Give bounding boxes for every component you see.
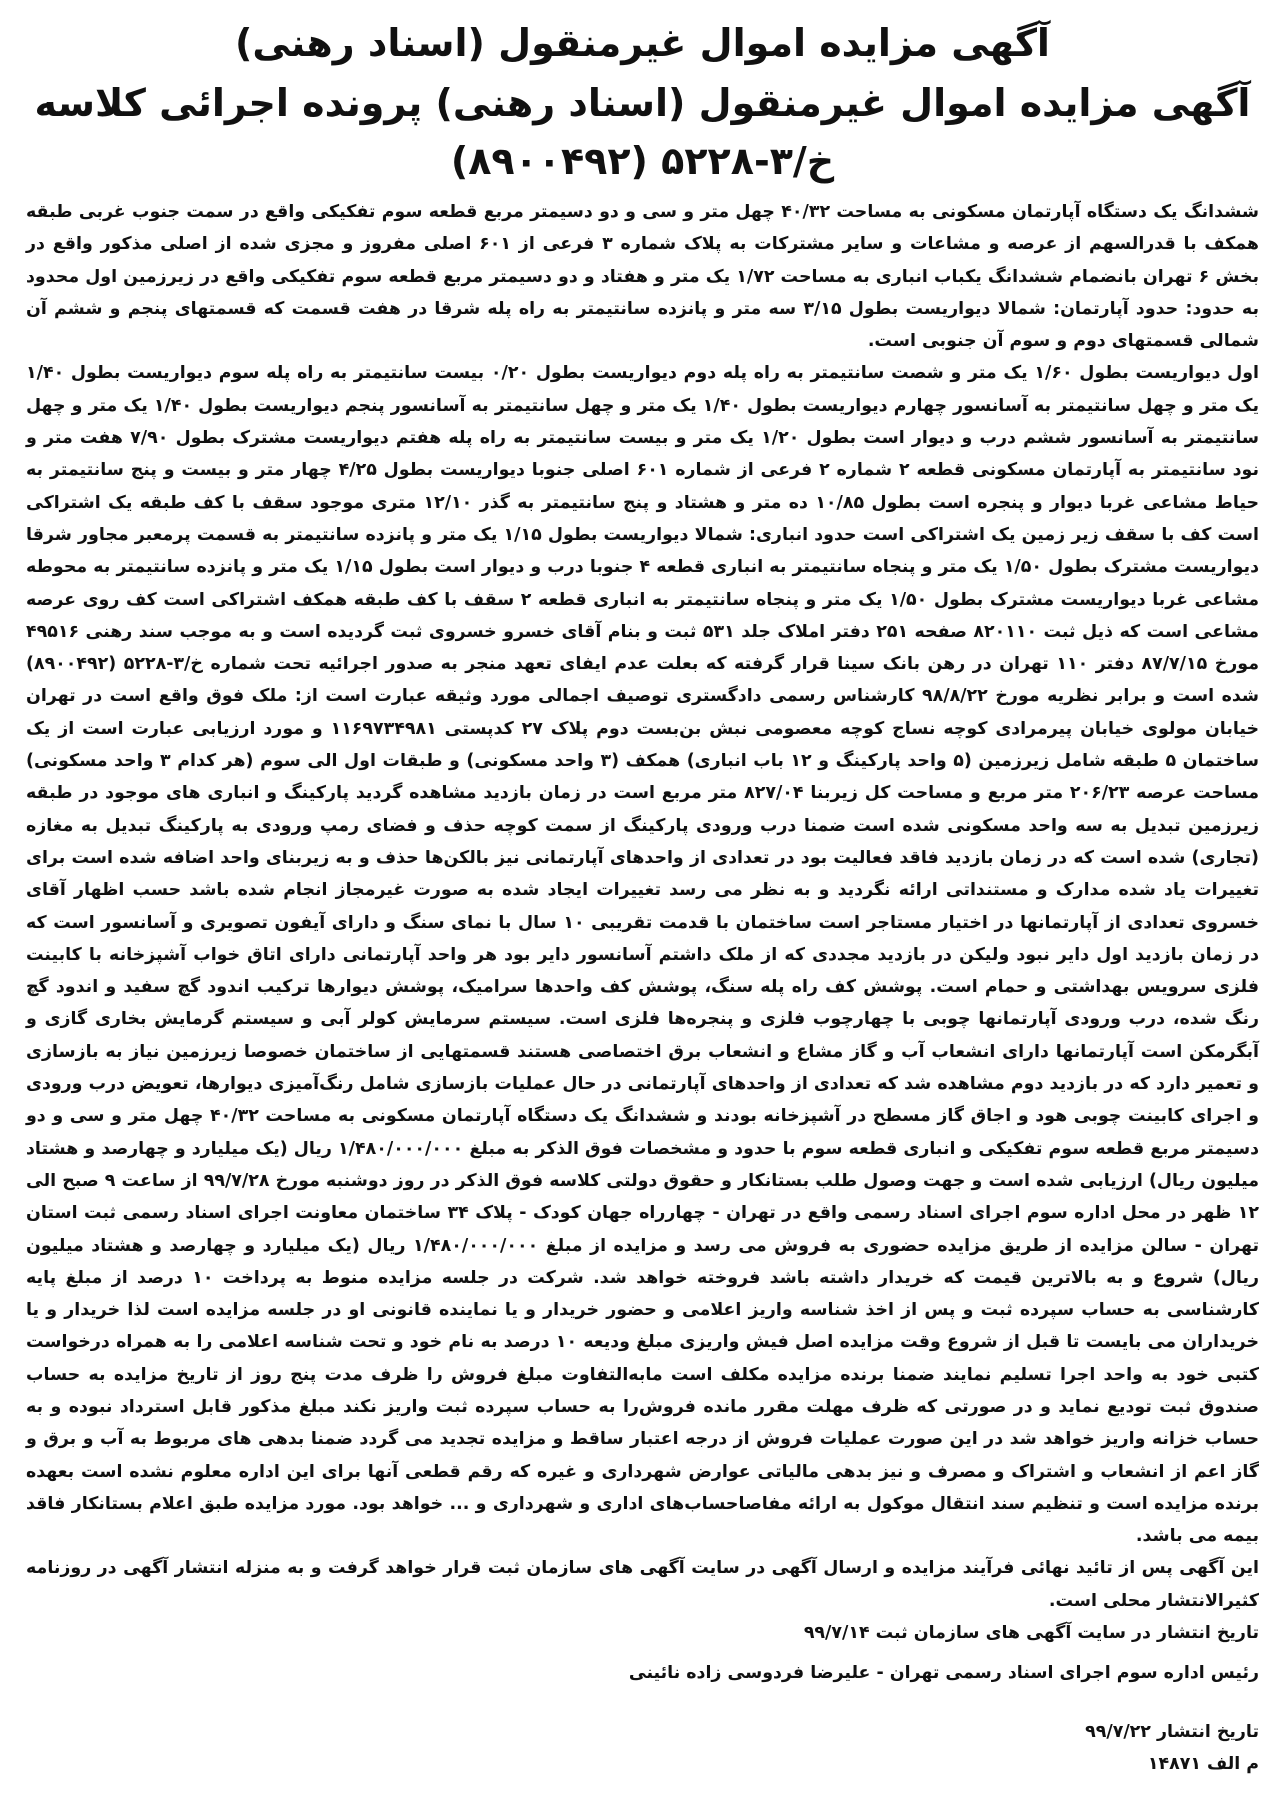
publication-note-paragraph: این آگهی پس از تائید نهائی فرآیند مزایده و ارسال آگهی در سایت آگهی های سازمان ثبت قرار خواهد گرفت و به منزله انتشار آگهی در روزنامه کثیرالانتشار محلی است.	[26, 1558, 1259, 1611]
publish-date: تاریخ انتشار ۹۹/۷/۲۲	[1085, 1721, 1259, 1742]
notice-title: آگهی مزایده اموال غیرمنقول (اسناد رهنی)	[235, 21, 1050, 65]
site-publish-date: تاریخ انتشار در سایت آگهی های سازمان ثبت ۹۹/۷/۱۴	[803, 1623, 1259, 1644]
signature-line: رئیس اداره سوم اجرای اسناد رسمی تهران - علیرضا فردوسی زاده نائینی	[628, 1663, 1259, 1684]
auction-details-paragraph: اول دیواریست بطول ۱/۶۰ یک متر و شصت سانتیمتر به راه پله دوم دیواریست بطول ۰/۲۰ بیست سانتیمتر به راه پله سوم دیواریست بطول ۱/۴۰ یک متر و چهل سانتیمتر به آسانسور چهارم دیواریست بطول ۱/۴۰ یک متر و چهل سانتیمتر به آسانسور پنجم دیواریست بطول ۱/۴۰ یک متر و چهل سانتیمتر به آسانسور ششم درب و دیوار است بطول ۱/۲۰ یک متر و بیست سانتیمتر به راه پله هفتم دیواریست مشترک بطول ۷/۹۰ هفت متر و نود سانتیمتر به آپارتمان مسکونی قطعه ۲ شماره ۲ فرعی از شماره ۶۰۱ اصلی جنوبا دیواریست بطول ۴/۲۵ چهار متر و بیست و پنج سانتیمتر به حیاط مشاعی غربا دیوار و پنجره است بطول ۱۰/۸۵ ده متر و هشتاد و پنج سانتیمتر به گذر ۱۲/۱۰ متری موجود سقف با کف طبقه یک اشتراکی است کف با سقف زیر زمین یک اشتراکی است حدود انباری: شمالا دیواریست بطول ۱/۱۵ یک متر و پانزده سانتیمتر به قسمت پرمعبر مجاور شرقا دیواریست مشترک بطول ۱/۵۰ یک متر و پنجاه سانتیمتر به انباری قطعه ۴ جنوبا درب و دیوار است بطول ۱/۱۵ یک متر و پانزده سانتیمتر به محوطه مشاعی غربا دیواریست مشترک بطول ۱/۵۰ یک متر و پنجاه سانتیمتر به انباری قطعه ۲ سقف با کف طبقه همکف اشتراکی است کف روی عرصه مشاعی است که ذیل ثبت ۸۲۰۱۱۰ صفحه ۲۵۱ دفتر املاک جلد ۵۳۱ ثبت و بنام آقای خسرو خسروی ثبت گردیده است و به موجب سند رهنی ۴۹۵۱۶ مورخ ۸۷/۷/۱۵ دفتر ۱۱۰ تهران در رهن بانک سینا قرار گرفته که بعلت عدم ایفای تعهد منجر به صدور اجرائیه تحت شماره خ/۳-۵۲۲۸ (۸۹۰۰۴۹۲) شده است و برابر نظریه مورخ ۹۸/۸/۲۲ کارشناس رسمی دادگستری توصیف اجمالی مورد وثیقه عبارت است از: ملک فوق واقع است در تهران خیابان مولوی خیابان پیرمرادی کوچه نساج کوچه معصومی نبش بن‌بست دوم پلاک ۲۷ کدپستی ۱۱۶۹۷۳۴۹۸۱ و مورد ارزیابی عبارت است از یک ساختمان ۵ طبقه شامل زیرزمین (۵ واحد پارکینگ و ۱۲ باب انباری) همکف (۳ واحد مسکونی) و طبقات اول الی سوم (هر کدام ۳ واحد مسکونی) مساحت عرصه ۲۰۶/۲۳ متر مربع و مساحت کل زیربنا ۸۲۷/۰۴ متر مربع است در زمان بازدید مشاهده گردید پارکینگ و انباری های موجود در طبقه زیرزمین تبدیل به سه واحد مسکونی شده است ضمنا درب ورودی پارکینگ از سمت کوچه حذف و فضای رمپ ورودی به پارکینگ تبدیل به مغازه (تجاری) شده است که در زمان بازدید فاقد فعالیت بود در تعدادی از واحدهای آپارتمانی نیز بالکن‌ها حذف و به زیربنای واحد اضافه شده است برای تغییرات یاد شده مدارک و مستنداتی ارائه نگردید و به نظر می رسد تغییرات ایجاد شده به صورت غیرمجاز انجام شده باشد حسب اظهار آقای خسروی تعدادی از آپارتمانها در اختیار مستاجر است ساختمان با قدمت تقریبی ۱۰ سال با نمای سنگ و دارای آیفون تصویری و آسانسور است که در زمان بازدید اول دایر نبود ولیکن در بازدید مجددی که از ملک داشتم آسانسور دایر بود هر واحد آپارتمانی دارای اتاق خواب آشپزخانه با کابینت فلزی سرویس بهداشتی و حمام است. پوشش کف راه پله سنگ، پوشش کف واحدها سرامیک، پوشش دیوارها ترکیب اندود گچ سفید و اندود گچ رنگ شده، درب ورودی آپارتمانها چوبی با چهارچوب فلزی و پنجره‌ها فلزی است. سیستم سرمایش کولر آبی و سیستم گرمایش بخاری گازی و آبگرمکن است آپارتمانها دارای انشعاب آب و گاز مشاع و انشعاب برق اختصاصی هستند قسمتهایی از ساختمان خصوصا زیرزمین نیاز به بازسازی و تعمیر دارد که در بازدید دوم مشاهده شد که تعدادی از واحدهای آپارتمانی در حال عملیات بازسازی شامل رنگ‌آمیزی دیوارها، تعویض درب ورودی و اجرای کابینت چوبی هود و اجاق گاز مسطح در آشپزخانه بودند و ششدانگ یک دستگاه آپارتمان مسکونی به مساحت ۴۰/۳۲ چهل متر و سی و دو دسیمتر مربع قطعه سوم تفکیکی و انباری قطعه سوم با حدود و مشخصات فوق الذکر به مبلغ ۱/۴۸۰/۰۰۰/۰۰۰ ریال (یک میلیارد و چهارصد و هشتاد میلیون ریال) ارزیابی شده است و جهت وصول طلب بستانکار و حقوق دولتی کلاسه فوق الذکر در روز دوشنبه مورخ ۹۹/۷/۲۸ از ساعت ۹ صبح الی ۱۲ ظهر در محل اداره سوم اجرای اسناد رسمی واقع در تهران - چهارراه جهان کودک - پلاک ۳۴ ساختمان معاونت اجرای اسناد رسمی ثبت استان تهران - سالن مزایده از طریق مزایده حضوری به فروش می رسد و مزایده از مبلغ ۱/۴۸۰/۰۰۰/۰۰۰ ریال (یک میلیارد و چهارصد و هشتاد میلیون ریال) شروع و به بالاترین قیمت که خریدار داشته باشد فروخته خواهد شد. شرکت در جلسه مزایده منوط به پرداخت ۱۰ درصد از مبلغ پایه کارشناسی به حساب سپرده ثبت و پس از اخذ شناسه واریز اعلامی و حضور خریدار و یا نماینده قانونی او در جلسه مزایده است لذا خریدار و یا خریداران می بایست تا قبل از شروع وقت مزایده اصل فیش واریزی مبلغ ودیعه ۱۰ درصد به نام خود و تحت شناسه اعلامی را به همراه درخواست کتبی خود به واحد اجرا تسلیم نمایند ضمنا برنده مزایده مکلف است مابه‌التفاوت مبلغ فروش را ظرف مدت پنج روز از تاریخ مزایده به حساب صندوق ثبت تودیع نماید و در صورتی که ظرف مهلت مقرر مانده فروش‌را به حساب سپرده ثبت واریز نکند مبلغ مذکور قابل استرداد نبوده و به حساب خزانه واریز خواهد شد در این صورت عملیات فروش از درجه اعتبار ساقط و مزایده تجدید می گردد ضمنا بدهی های مربوط به آب و برق و گاز اعم از انشعاب و اشتراک و مصرف و نیز بدهی مالیاتی عوارض شهرداری و غیره که رقم قطعی آنها برای این اداره معلوم نشده است بعهده برنده مزایده است و تنظیم سند انتقال موکول به ارائه مفاصاحساب‌های اداری و شهرداری و ... خواهد بود. مورد مزایده طبق اعلام بستانکار فاقد بیمه می باشد.	[26, 363, 1260, 1547]
notice-subtitle: آگهی مزایده اموال غیرمنقول (اسناد رهنی) پرونده اجرائی کلاسه خ/۳-۵۲۲۸ (۸۹۰۰۴۹۲)	[34, 81, 1251, 183]
property-description-paragraph: ششدانگ یک دستگاه آپارتمان مسکونی به مساحت ۴۰/۳۲ چهل متر و سی و دو دسیمتر مربع قطعه سوم تفکیکی واقع در سمت جنوب غربی طبقه همکف با قدرالسهم از عرصه و مشاعات و سایر مشترکات به پلاک شماره ۳ فرعی از ۶۰۱ اصلی مفروز و مجزی شده از اصلی مذکور واقع در بخش ۶ تهران بانضمام ششدانگ یکباب انباری به مساحت ۱/۷۲ یک متر و هفتاد و دو دسیمتر مربع قطعه سوم تفکیکی واقع در زیرزمین اول محدود به حدود: حدود آپارتمان: شمالا دیواریست بطول ۳/۱۵ سه متر و پانزده سانتیمتر به راه پله شرقا در هفت قسمت که قسمتهای پنجم و ششم آن شمالی قسمتهای دوم و سوم آن جنوبی است.	[26, 202, 1260, 352]
notice-code: م الف ۱۴۸۷۱	[1147, 1753, 1259, 1774]
